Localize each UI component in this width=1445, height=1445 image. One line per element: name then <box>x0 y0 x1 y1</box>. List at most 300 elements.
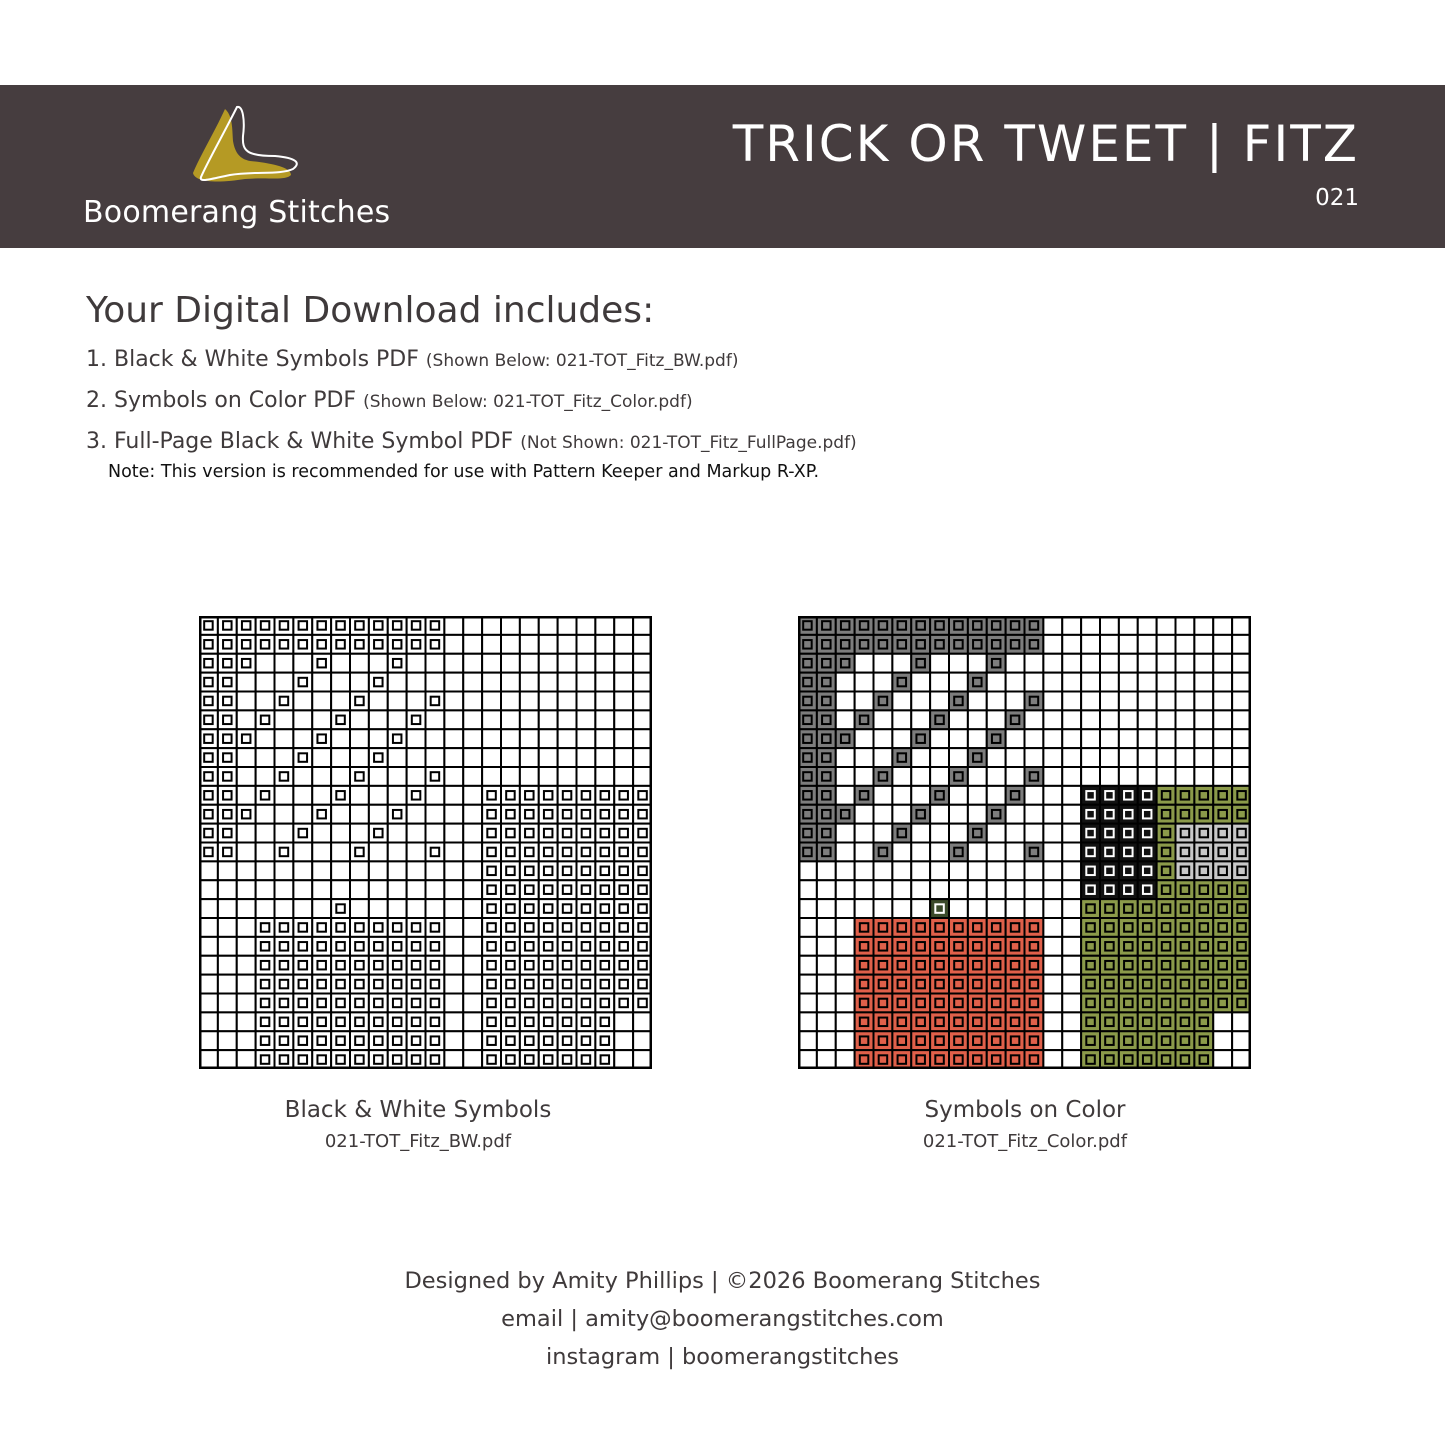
stitch-cell <box>539 956 558 975</box>
stitch-cell <box>444 994 463 1013</box>
stitch-cell <box>595 1031 614 1050</box>
stitch-cell <box>407 843 426 862</box>
stitch-cell <box>237 635 256 654</box>
stitch-cell <box>1176 843 1195 862</box>
stitch-cell <box>874 1050 893 1069</box>
stitch-cell <box>388 861 407 880</box>
stitch-cell <box>256 635 275 654</box>
stitch-cell <box>798 975 817 994</box>
stitch-cell <box>199 1031 218 1050</box>
stitch-cell <box>614 748 633 767</box>
stitch-cell <box>350 710 369 729</box>
stitch-cell <box>275 1050 294 1069</box>
stitch-cell <box>331 937 350 956</box>
stitch-cell <box>1157 918 1176 937</box>
stitch-cell <box>426 635 445 654</box>
stitch-cell <box>444 824 463 843</box>
stitch-cell <box>293 1012 312 1031</box>
stitch-cell <box>1194 1012 1213 1031</box>
stitch-cell <box>426 786 445 805</box>
stitch-cell <box>1119 654 1138 673</box>
stitch-cell <box>407 654 426 673</box>
stitch-cell <box>199 937 218 956</box>
stitch-cell <box>949 956 968 975</box>
stitch-cell <box>482 635 501 654</box>
stitch-cell <box>874 673 893 692</box>
stitch-cell <box>1157 692 1176 711</box>
stitch-cell <box>463 994 482 1013</box>
stitch-cell <box>1232 975 1251 994</box>
stitch-cell <box>331 710 350 729</box>
stitch-cell <box>911 918 930 937</box>
stitch-cell <box>237 880 256 899</box>
stitch-cell <box>595 729 614 748</box>
stitch-cell <box>1100 786 1119 805</box>
stitch-cell <box>577 843 596 862</box>
stitch-cell <box>892 1050 911 1069</box>
stitch-cell <box>199 786 218 805</box>
stitch-cell <box>463 616 482 635</box>
stitch-cell <box>312 880 331 899</box>
stitch-cell <box>1043 1050 1062 1069</box>
download-item-3 <box>86 429 857 454</box>
stitch-cell <box>614 767 633 786</box>
stitch-cell <box>350 937 369 956</box>
stitch-cell <box>892 1031 911 1050</box>
stitch-cell <box>1213 805 1232 824</box>
stitch-cell <box>949 994 968 1013</box>
stitch-cell <box>911 861 930 880</box>
stitch-cell <box>1194 805 1213 824</box>
stitch-cell <box>836 899 855 918</box>
stitch-cell <box>237 654 256 673</box>
stitch-cell <box>218 786 237 805</box>
stitch-cell <box>369 805 388 824</box>
stitch-cell <box>331 918 350 937</box>
stitch-cell <box>633 729 652 748</box>
stitch-cell <box>1062 824 1081 843</box>
stitch-cell <box>911 899 930 918</box>
stitch-cell <box>577 692 596 711</box>
stitch-cell <box>1006 805 1025 824</box>
stitch-cell <box>817 994 836 1013</box>
stitch-cell <box>836 975 855 994</box>
stitch-cell <box>237 1031 256 1050</box>
stitch-cell <box>1232 880 1251 899</box>
stitch-cell <box>1100 824 1119 843</box>
stitch-cell <box>930 635 949 654</box>
stitch-cell <box>520 616 539 635</box>
stitch-cell <box>911 937 930 956</box>
stitch-cell <box>1232 1031 1251 1050</box>
stitch-cell <box>633 786 652 805</box>
stitch-cell <box>1194 1050 1213 1069</box>
stitch-cell <box>817 880 836 899</box>
stitch-cell <box>798 956 817 975</box>
stitch-cell <box>482 824 501 843</box>
stitch-cell <box>855 937 874 956</box>
stitch-cell <box>1157 994 1176 1013</box>
stitch-cell <box>1194 824 1213 843</box>
stitch-cell <box>1138 1012 1157 1031</box>
stitch-cell <box>501 710 520 729</box>
stitch-cell <box>218 692 237 711</box>
stitch-cell <box>1006 673 1025 692</box>
stitch-cell <box>1194 1031 1213 1050</box>
stitch-cell <box>388 635 407 654</box>
stitch-cell <box>463 748 482 767</box>
stitch-cell <box>595 710 614 729</box>
stitch-cell <box>237 956 256 975</box>
stitch-cell <box>331 1050 350 1069</box>
recommendation-note: Note: This version is recommended for use with Pattern Keeper and Markup R-XP. <box>108 462 820 482</box>
stitch-cell <box>874 729 893 748</box>
stitch-cell <box>539 673 558 692</box>
stitch-cell <box>987 937 1006 956</box>
stitch-cell <box>558 692 577 711</box>
stitch-cell <box>911 1050 930 1069</box>
stitch-cell <box>874 1031 893 1050</box>
stitch-cell <box>798 692 817 711</box>
stitch-cell <box>987 673 1006 692</box>
stitch-cell <box>388 786 407 805</box>
stitch-cell <box>520 861 539 880</box>
stitch-cell <box>817 1050 836 1069</box>
stitch-cell <box>1232 692 1251 711</box>
stitch-cell <box>1213 824 1232 843</box>
stitch-cell <box>1176 786 1195 805</box>
stitch-cell <box>482 843 501 862</box>
stitch-cell <box>595 616 614 635</box>
stitch-cell <box>293 843 312 862</box>
stitch-cell <box>426 729 445 748</box>
stitch-cell <box>595 635 614 654</box>
stitch-cell <box>312 918 331 937</box>
footer-credits <box>0 1262 1445 1376</box>
stitch-cell <box>539 786 558 805</box>
stitch-cell <box>968 937 987 956</box>
stitch-cell <box>558 956 577 975</box>
stitch-cell <box>577 654 596 673</box>
stitch-cell <box>350 956 369 975</box>
stitch-cell <box>558 710 577 729</box>
stitch-cell <box>199 918 218 937</box>
stitch-cell <box>237 786 256 805</box>
stitch-cell <box>369 956 388 975</box>
stitch-cell <box>1081 692 1100 711</box>
stitch-cell <box>1100 1050 1119 1069</box>
stitch-cell <box>1119 1031 1138 1050</box>
stitch-cell <box>312 654 331 673</box>
stitch-cell <box>293 1031 312 1050</box>
stitch-cell <box>1081 843 1100 862</box>
stitch-cell <box>798 616 817 635</box>
stitch-cell <box>1119 616 1138 635</box>
stitch-cell <box>312 767 331 786</box>
stitch-cell <box>874 710 893 729</box>
stitch-cell <box>874 748 893 767</box>
stitch-cell <box>1213 918 1232 937</box>
stitch-cell <box>930 824 949 843</box>
stitch-cell <box>930 710 949 729</box>
stitch-cell <box>968 1012 987 1031</box>
stitch-cell <box>930 767 949 786</box>
stitch-cell <box>426 880 445 899</box>
stitch-cell <box>407 861 426 880</box>
stitch-cell <box>911 748 930 767</box>
stitch-cell <box>1138 786 1157 805</box>
stitch-cell <box>539 899 558 918</box>
stitch-cell <box>256 1012 275 1031</box>
stitch-cell <box>350 918 369 937</box>
stitch-cell <box>911 956 930 975</box>
stitch-cell <box>256 880 275 899</box>
stitch-cell <box>949 918 968 937</box>
stitch-cell <box>482 748 501 767</box>
color-pattern-preview <box>798 616 1251 1069</box>
stitch-cell <box>1025 824 1044 843</box>
stitch-cell <box>539 616 558 635</box>
stitch-cell <box>1025 918 1044 937</box>
stitch-cell <box>331 673 350 692</box>
stitch-cell <box>1138 748 1157 767</box>
stitch-cell <box>256 994 275 1013</box>
stitch-cell <box>293 824 312 843</box>
stitch-cell <box>949 880 968 899</box>
stitch-cell <box>350 880 369 899</box>
stitch-cell <box>798 673 817 692</box>
stitch-cell <box>539 937 558 956</box>
stitch-cell <box>482 616 501 635</box>
stitch-cell <box>501 1012 520 1031</box>
stitch-cell <box>218 710 237 729</box>
stitch-cell <box>199 635 218 654</box>
stitch-cell <box>1006 748 1025 767</box>
stitch-cell <box>520 710 539 729</box>
stitch-cell <box>577 616 596 635</box>
stitch-cell <box>817 805 836 824</box>
stitch-cell <box>463 918 482 937</box>
stitch-cell <box>1176 616 1195 635</box>
stitch-cell <box>275 880 294 899</box>
stitch-cell <box>407 767 426 786</box>
stitch-cell <box>501 748 520 767</box>
stitch-cell <box>293 975 312 994</box>
stitch-cell <box>949 654 968 673</box>
stitch-cell <box>836 729 855 748</box>
stitch-cell <box>444 692 463 711</box>
stitch-cell <box>930 994 949 1013</box>
stitch-cell <box>1119 824 1138 843</box>
stitch-cell <box>482 1031 501 1050</box>
stitch-cell <box>520 692 539 711</box>
stitch-cell <box>293 880 312 899</box>
stitch-cell <box>911 1031 930 1050</box>
stitch-cell <box>1081 635 1100 654</box>
stitch-cell <box>968 843 987 862</box>
stitch-cell <box>388 616 407 635</box>
stitch-cell <box>987 975 1006 994</box>
stitch-cell <box>817 937 836 956</box>
stitch-cell <box>1119 880 1138 899</box>
stitch-cell <box>1043 616 1062 635</box>
stitch-cell <box>218 767 237 786</box>
stitch-cell <box>817 918 836 937</box>
stitch-cell <box>855 880 874 899</box>
stitch-cell <box>350 635 369 654</box>
stitch-cell <box>1176 1012 1195 1031</box>
stitch-cell <box>501 729 520 748</box>
stitch-cell <box>520 805 539 824</box>
stitch-cell <box>331 786 350 805</box>
stitch-cell <box>1043 861 1062 880</box>
stitch-cell <box>633 635 652 654</box>
stitch-cell <box>388 1050 407 1069</box>
stitch-cell <box>1194 956 1213 975</box>
stitch-cell <box>312 824 331 843</box>
stitch-cell <box>1194 748 1213 767</box>
stitch-cell <box>558 805 577 824</box>
stitch-cell <box>798 805 817 824</box>
stitch-cell <box>388 767 407 786</box>
stitch-cell <box>275 616 294 635</box>
stitch-cell <box>1194 673 1213 692</box>
stitch-cell <box>312 692 331 711</box>
stitch-cell <box>1138 899 1157 918</box>
stitch-cell <box>798 824 817 843</box>
stitch-cell <box>1138 729 1157 748</box>
stitch-cell <box>293 748 312 767</box>
stitch-cell <box>949 1031 968 1050</box>
stitch-cell <box>350 975 369 994</box>
stitch-cell <box>407 710 426 729</box>
stitch-cell <box>968 692 987 711</box>
stitch-cell <box>237 1012 256 1031</box>
stitch-cell <box>949 824 968 843</box>
stitch-cell <box>949 692 968 711</box>
stitch-cell <box>369 710 388 729</box>
stitch-cell <box>199 1012 218 1031</box>
stitch-cell <box>501 880 520 899</box>
stitch-cell <box>1213 635 1232 654</box>
stitch-cell <box>539 843 558 862</box>
stitch-cell <box>350 994 369 1013</box>
stitch-cell <box>855 786 874 805</box>
stitch-cell <box>968 729 987 748</box>
stitch-cell <box>463 843 482 862</box>
stitch-cell <box>1119 975 1138 994</box>
stitch-cell <box>614 975 633 994</box>
stitch-cell <box>1081 956 1100 975</box>
stitch-cell <box>1176 956 1195 975</box>
stitch-cell <box>520 843 539 862</box>
stitch-cell <box>1081 880 1100 899</box>
stitch-cell <box>501 824 520 843</box>
stitch-cell <box>836 635 855 654</box>
stitch-cell <box>911 843 930 862</box>
stitch-cell <box>218 899 237 918</box>
stitch-cell <box>331 956 350 975</box>
stitch-cell <box>911 786 930 805</box>
stitch-cell <box>407 635 426 654</box>
stitch-cell <box>388 918 407 937</box>
download-item-detail: (Shown Below: 021-TOT_Fitz_BW.pdf) <box>425 351 739 371</box>
stitch-cell <box>426 692 445 711</box>
stitch-cell <box>520 937 539 956</box>
stitch-cell <box>426 956 445 975</box>
stitch-cell <box>1081 994 1100 1013</box>
stitch-cell <box>218 861 237 880</box>
stitch-cell <box>1176 880 1195 899</box>
stitch-cell <box>350 1012 369 1031</box>
stitch-cell <box>1119 918 1138 937</box>
stitch-cell <box>293 994 312 1013</box>
stitch-cell <box>237 824 256 843</box>
stitch-cell <box>293 767 312 786</box>
stitch-cell <box>968 824 987 843</box>
stitch-cell <box>312 937 331 956</box>
stitch-cell <box>633 1050 652 1069</box>
stitch-cell <box>350 748 369 767</box>
stitch-cell <box>874 899 893 918</box>
stitch-cell <box>256 937 275 956</box>
stitch-cell <box>520 899 539 918</box>
stitch-cell <box>218 956 237 975</box>
stitch-cell <box>836 861 855 880</box>
stitch-cell <box>874 918 893 937</box>
stitch-cell <box>1138 1050 1157 1069</box>
stitch-cell <box>237 975 256 994</box>
stitch-cell <box>892 805 911 824</box>
stitch-cell <box>501 994 520 1013</box>
stitch-cell <box>1138 956 1157 975</box>
stitch-cell <box>1138 692 1157 711</box>
stitch-cell <box>595 843 614 862</box>
stitch-cell <box>312 956 331 975</box>
stitch-cell <box>949 729 968 748</box>
stitch-cell <box>293 635 312 654</box>
stitch-cell <box>817 767 836 786</box>
stitch-cell <box>1100 1012 1119 1031</box>
stitch-cell <box>1157 1050 1176 1069</box>
stitch-cell <box>1232 710 1251 729</box>
stitch-cell <box>312 786 331 805</box>
stitch-cell <box>1119 994 1138 1013</box>
stitch-cell <box>930 786 949 805</box>
stitch-cell <box>218 994 237 1013</box>
stitch-cell <box>369 861 388 880</box>
stitch-cell <box>892 786 911 805</box>
stitch-cell <box>1043 673 1062 692</box>
stitch-cell <box>911 673 930 692</box>
stitch-cell <box>1119 635 1138 654</box>
color-preview-caption <box>795 1097 1255 1152</box>
stitch-cell <box>633 654 652 673</box>
stitch-cell <box>1006 710 1025 729</box>
stitch-cell <box>1062 937 1081 956</box>
stitch-cell <box>930 748 949 767</box>
stitch-cell <box>331 880 350 899</box>
stitch-cell <box>987 994 1006 1013</box>
bw-pattern-preview <box>199 616 652 1069</box>
stitch-cell <box>237 729 256 748</box>
stitch-cell <box>1062 786 1081 805</box>
stitch-cell <box>558 937 577 956</box>
stitch-cell <box>633 710 652 729</box>
stitch-cell <box>1157 654 1176 673</box>
stitch-cell <box>633 1012 652 1031</box>
stitch-cell <box>369 994 388 1013</box>
